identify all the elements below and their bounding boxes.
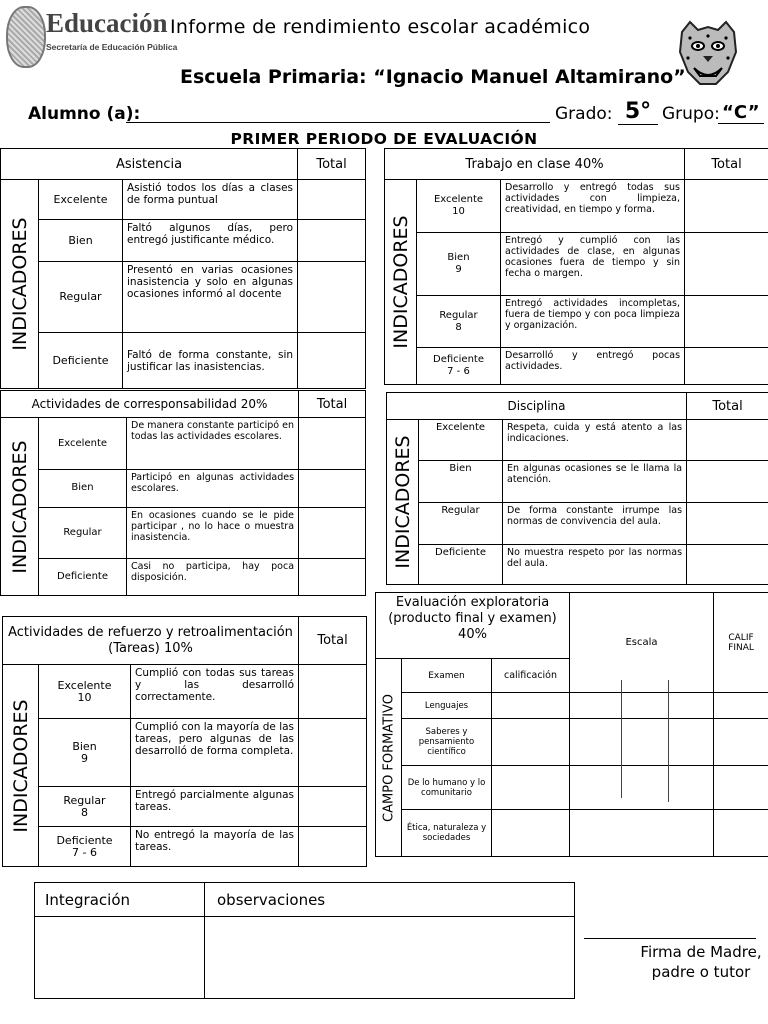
level-description: Asistió todos los días a clases de forma puntual <box>123 180 298 220</box>
total-cell[interactable] <box>685 180 768 233</box>
calif-final-cell[interactable] <box>714 719 768 766</box>
refuerzo-title: Actividades de refuerzo y retroalimentación (Tareas) 10% <box>3 617 299 665</box>
logo-word: Educación <box>46 8 168 38</box>
asistencia-title: Asistencia <box>1 149 298 180</box>
indicadores-label: INDICADORES <box>1 180 39 389</box>
disciplina-table <box>386 392 768 585</box>
calificacion-cell[interactable] <box>492 693 570 719</box>
level-description: De forma constante irrumpe las normas de convivencia del aula. <box>503 503 687 545</box>
integracion-header: Integración <box>35 883 205 917</box>
total-cell[interactable] <box>299 470 366 507</box>
total-cell[interactable] <box>685 296 768 348</box>
report-title: Informe de rendimiento escolar académico <box>170 16 591 38</box>
indicadores-label: INDICADORES <box>385 180 417 385</box>
escala-cell[interactable] <box>570 693 714 719</box>
level-label: Excelente 10 <box>39 665 131 719</box>
total-cell[interactable] <box>299 787 367 827</box>
total-cell[interactable] <box>298 220 366 262</box>
total-cell[interactable] <box>687 503 768 545</box>
total-header: Total <box>299 391 366 418</box>
escala-cell[interactable] <box>570 810 714 857</box>
level-label: Bien 9 <box>417 233 501 296</box>
grupo-value: “C” <box>718 102 764 124</box>
disciplina-title: Disciplina <box>387 393 687 420</box>
firma-line[interactable] <box>584 938 756 939</box>
level-label: Bien 9 <box>39 719 131 787</box>
escala-divider <box>668 680 669 802</box>
indicadores-label: INDICADORES <box>3 665 39 867</box>
total-cell[interactable] <box>298 180 366 220</box>
campo-name: Saberes y pensamiento científico <box>402 719 492 766</box>
calificacion-header: calificación <box>492 659 570 693</box>
campo-name: Lenguajes <box>402 693 492 719</box>
escala-divider <box>621 680 622 798</box>
total-cell[interactable] <box>687 461 768 503</box>
level-description: En algunas ocasiones se le llama la atención. <box>503 461 687 503</box>
trabajo-table <box>384 148 768 385</box>
alumno-label: Alumno (a): <box>28 104 141 124</box>
escala-header: Escala <box>570 593 714 693</box>
grado-value: 5° <box>618 99 658 125</box>
total-cell[interactable] <box>298 333 366 389</box>
grupo-label: Grupo: <box>662 104 720 124</box>
campo-name: De lo humano y lo comunitario <box>402 766 492 810</box>
trabajo-title: Trabajo en clase 40% <box>385 149 685 180</box>
total-cell[interactable] <box>299 827 367 867</box>
total-cell[interactable] <box>299 665 367 719</box>
level-label: Regular <box>419 503 503 545</box>
total-cell[interactable] <box>687 545 768 585</box>
total-cell[interactable] <box>299 558 366 595</box>
indicadores-label: INDICADORES <box>1 418 39 596</box>
level-description: Entregó y cumplió con las actividades de clase, en algunas ocasiones fuera de tiempo y sin fecha o margen. <box>501 233 685 296</box>
level-label: Excelente <box>39 418 127 470</box>
level-label: Excelente <box>419 420 503 461</box>
level-label: Bien <box>39 470 127 507</box>
total-cell[interactable] <box>299 418 366 470</box>
level-description: No muestra respeto por las normas del aula. <box>503 545 687 585</box>
observaciones-header: observaciones <box>205 883 575 917</box>
campo-formativo-label: CAMPO FORMATIVO <box>376 659 402 857</box>
calif-final-cell[interactable] <box>714 810 768 857</box>
periodo-title: PRIMER PERIODO DE EVALUACIÓN <box>230 130 538 148</box>
level-description: No entregó la mayoría de las tareas. <box>131 827 299 867</box>
level-description: Participó en algunas actividades escolares. <box>127 470 299 507</box>
calif-final-header: CALIF FINAL <box>714 593 768 693</box>
integracion-cell[interactable] <box>35 917 205 999</box>
level-label: Excelente <box>39 180 123 220</box>
total-cell[interactable] <box>298 262 366 333</box>
level-description: De manera constante participó en todas las actividades escolares. <box>127 418 299 470</box>
level-label: Deficiente <box>39 558 127 595</box>
level-description: Cumplió con la mayoría de las tareas, pero algunas de las desarrolló de forma completa. <box>131 719 299 787</box>
integracion-table <box>34 882 575 999</box>
total-cell[interactable] <box>687 420 768 461</box>
level-description: En ocasiones cuando se le pide participar , no lo hace o muestra inasistencia. <box>127 507 299 558</box>
escala-cell[interactable] <box>570 719 714 766</box>
corresponsabilidad-table <box>0 390 366 596</box>
grado-label: Grado: <box>555 104 613 124</box>
coat-of-arms-icon <box>6 6 46 68</box>
total-cell[interactable] <box>299 719 367 787</box>
level-label: Deficiente 7 - 6 <box>417 348 501 385</box>
level-description: Desarrollo y entregó todas sus actividades con limpieza, creatividad, en tiempo y forma. <box>501 180 685 233</box>
calificacion-cell[interactable] <box>492 719 570 766</box>
level-label: Deficiente <box>419 545 503 585</box>
level-label: Regular <box>39 262 123 333</box>
logo-subtitle: Secretaría de Educación Pública <box>46 42 178 52</box>
level-description: Cumplió con todas sus tareas y las desarrolló correctamente. <box>131 665 299 719</box>
level-description: Desarrolló y entregó pocas actividades. <box>501 348 685 385</box>
level-label: Bien <box>39 220 123 262</box>
level-label: Deficiente 7 - 6 <box>39 827 131 867</box>
sep-logo <box>4 6 178 66</box>
level-label: Deficiente <box>39 333 123 389</box>
calif-final-cell[interactable] <box>714 766 768 810</box>
refuerzo-table <box>2 616 367 867</box>
calificacion-cell[interactable] <box>492 766 570 810</box>
escala-cell[interactable] <box>570 766 714 810</box>
total-header: Total <box>685 149 768 180</box>
corresponsabilidad-title: Actividades de corresponsabilidad 20% <box>1 391 299 418</box>
level-description: Faltó de forma constante, sin justificar las inasistencias. <box>123 333 298 389</box>
jaguar-mascot-icon <box>676 18 740 88</box>
exploratoria-table <box>375 592 768 857</box>
alumno-field[interactable] <box>126 122 550 123</box>
level-description: Entregó parcialmente algunas tareas. <box>131 787 299 827</box>
level-description: Faltó algunos días, pero entregó justificante médico. <box>123 220 298 262</box>
level-description: Respeta, cuida y está atento a las indicaciones. <box>503 420 687 461</box>
total-cell[interactable] <box>685 233 768 296</box>
total-header: Total <box>298 149 366 180</box>
level-label: Regular 8 <box>39 787 131 827</box>
asistencia-table <box>0 148 366 389</box>
firma-label: Firma de Madre, padre o tutor <box>640 943 762 981</box>
level-label: Regular <box>39 507 127 558</box>
campo-name: Ética, naturaleza y sociedades <box>402 810 492 857</box>
indicadores-label: INDICADORES <box>387 420 419 585</box>
total-header: Total <box>299 617 367 665</box>
level-label: Excelente 10 <box>417 180 501 233</box>
calificacion-cell[interactable] <box>492 810 570 857</box>
school-name: Escuela Primaria: “Ignacio Manuel Altamirano” <box>180 66 686 88</box>
level-description: Entregó actividades incompletas, fuera de tiempo y con poca limpieza y organización. <box>501 296 685 348</box>
total-cell[interactable] <box>685 348 768 385</box>
level-label: Regular 8 <box>417 296 501 348</box>
level-description: Presentó en varias ocasiones inasistencia y solo en algunas ocasiones informó al docente <box>123 262 298 333</box>
exploratoria-title: Evaluación exploratoria (producto final y examen) 40% <box>376 593 570 659</box>
calif-final-cell[interactable] <box>714 693 768 719</box>
observaciones-cell[interactable] <box>205 917 575 999</box>
total-header: Total <box>687 393 768 420</box>
level-description: Casi no participa, hay poca disposición. <box>127 558 299 595</box>
examen-header: Examen <box>402 659 492 693</box>
total-cell[interactable] <box>299 507 366 558</box>
level-label: Bien <box>419 461 503 503</box>
